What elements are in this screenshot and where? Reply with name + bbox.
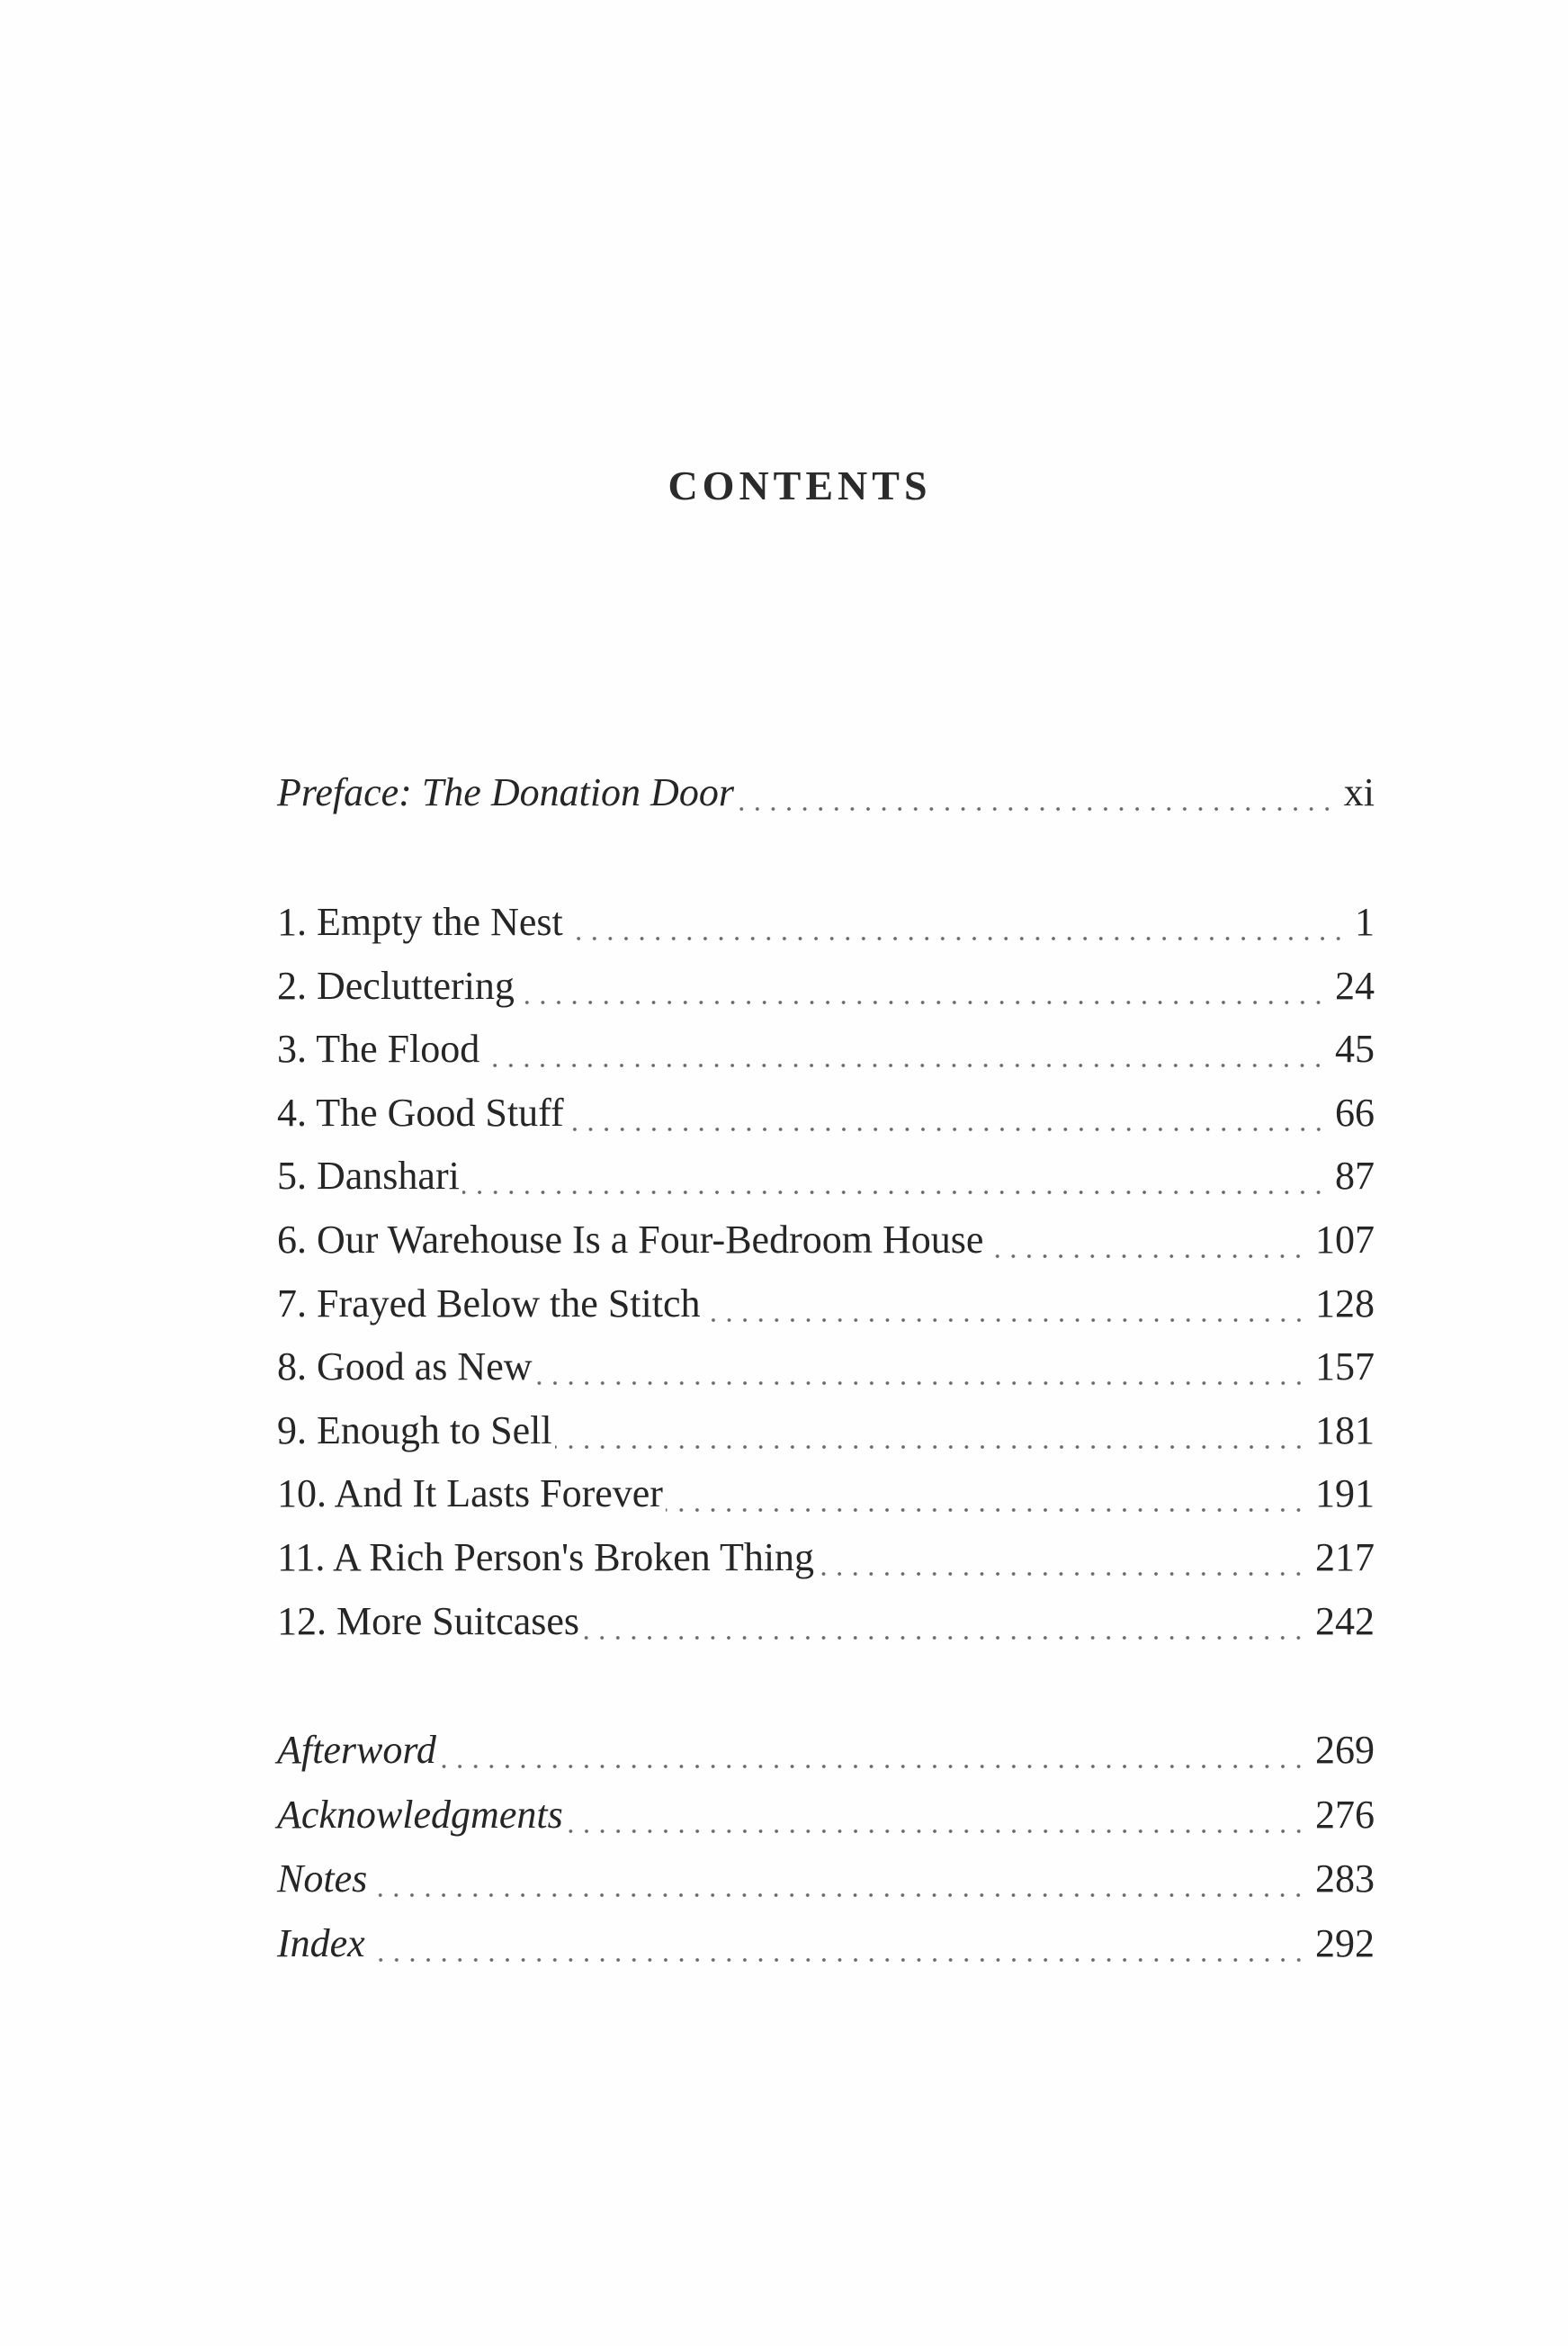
toc-entry-title: 8. Good as New: [277, 1344, 533, 1389]
dot-leader: [535, 1335, 1312, 1398]
toc-entry-page: xi: [1343, 770, 1375, 814]
dot-leader: [462, 1145, 1331, 1208]
toc-entry-index[interactable]: [277, 1912, 1375, 1975]
dot-leader: [817, 1526, 1312, 1589]
toc-entry-chapter-8[interactable]: [277, 1335, 1375, 1398]
toc-entry-title: 2. Decluttering: [277, 963, 515, 1008]
dot-leader: [517, 955, 1331, 1018]
dot-leader: [666, 1462, 1312, 1525]
toc-entry-title: 10. And It Lasts Forever: [277, 1471, 663, 1516]
toc-entry-chapter-5[interactable]: [277, 1145, 1375, 1208]
toc-entry-page: 269: [1315, 1728, 1375, 1772]
toc-entry-title: 6. Our Warehouse Is a Four-Bedroom House: [277, 1218, 984, 1262]
dot-leader: [482, 1018, 1331, 1081]
dot-leader: [567, 1082, 1331, 1145]
toc-entry-chapter-3[interactable]: [277, 1018, 1375, 1081]
toc-entry-title: 11. A Rich Person's Broken Thing: [277, 1535, 815, 1579]
toc-entry-acknowledgments[interactable]: [277, 1784, 1375, 1847]
toc-entry-chapter-4[interactable]: [277, 1082, 1375, 1145]
dot-leader: [986, 1209, 1312, 1272]
dot-leader: [368, 1912, 1312, 1975]
dot-leader: [439, 1719, 1312, 1782]
dot-leader: [703, 1272, 1313, 1335]
dot-leader: [582, 1590, 1312, 1653]
toc-entry-notes[interactable]: [277, 1847, 1375, 1910]
dot-leader: [737, 761, 1340, 824]
toc-entry-title: 4. The Good Stuff: [277, 1090, 564, 1135]
toc-entry-title: 7. Frayed Below the Stitch: [277, 1281, 701, 1326]
toc-entry-title: Acknowledgments: [277, 1792, 563, 1837]
toc-entry-preface[interactable]: [277, 761, 1375, 824]
toc-entry-title: 1. Empty the Nest: [277, 900, 563, 944]
toc-entry-page: 45: [1335, 1027, 1375, 1072]
toc-entry-title: Index: [277, 1921, 365, 1965]
toc-entry-title: 9. Enough to Sell: [277, 1407, 552, 1452]
toc-entry-chapter-7[interactable]: [277, 1272, 1375, 1335]
table-of-contents: [277, 0, 1375, 2346]
toc-entry-chapter-9[interactable]: [277, 1399, 1375, 1462]
toc-entry-page: 157: [1315, 1344, 1375, 1389]
toc-entry-chapter-2[interactable]: [277, 955, 1375, 1018]
toc-entry-chapter-11[interactable]: [277, 1526, 1375, 1589]
toc-entry-chapter-12[interactable]: [277, 1590, 1375, 1653]
toc-entry-chapter-6[interactable]: [277, 1209, 1375, 1272]
toc-entry-title: 12. More Suitcases: [277, 1598, 580, 1643]
toc-entry-title: 3. The Flood: [277, 1027, 480, 1072]
toc-entry-page: 128: [1315, 1281, 1375, 1326]
toc-entry-page: 191: [1315, 1471, 1375, 1516]
page-title: CONTENTS: [668, 463, 932, 508]
toc-entry-title: Notes: [277, 1856, 368, 1901]
toc-entry-chapter-1[interactable]: [277, 891, 1375, 954]
dot-leader: [370, 1847, 1312, 1910]
toc-entry-page: 276: [1315, 1792, 1375, 1837]
toc-entry-page: 181: [1315, 1407, 1375, 1452]
toc-entry-page: 283: [1315, 1856, 1375, 1901]
dot-leader: [566, 891, 1351, 954]
toc-entry-page: 87: [1335, 1154, 1375, 1199]
toc-entry-page: 24: [1335, 963, 1375, 1008]
toc-entry-chapter-10[interactable]: [277, 1462, 1375, 1525]
toc-entry-page: 292: [1315, 1921, 1375, 1965]
toc-entry-page: 1: [1355, 900, 1375, 944]
toc-entry-title: Preface: The Donation Door: [277, 770, 734, 814]
toc-entry-title: 5. Danshari: [277, 1154, 460, 1199]
toc-entry-title: Afterword: [277, 1728, 436, 1772]
toc-entry-page: 242: [1315, 1598, 1375, 1643]
toc-entry-afterword[interactable]: [277, 1719, 1375, 1782]
toc-entry-page: 217: [1315, 1535, 1375, 1579]
toc-entry-page: 66: [1335, 1090, 1375, 1135]
dot-leader: [566, 1784, 1312, 1847]
dot-leader: [555, 1399, 1312, 1462]
toc-entry-page: 107: [1315, 1218, 1375, 1262]
